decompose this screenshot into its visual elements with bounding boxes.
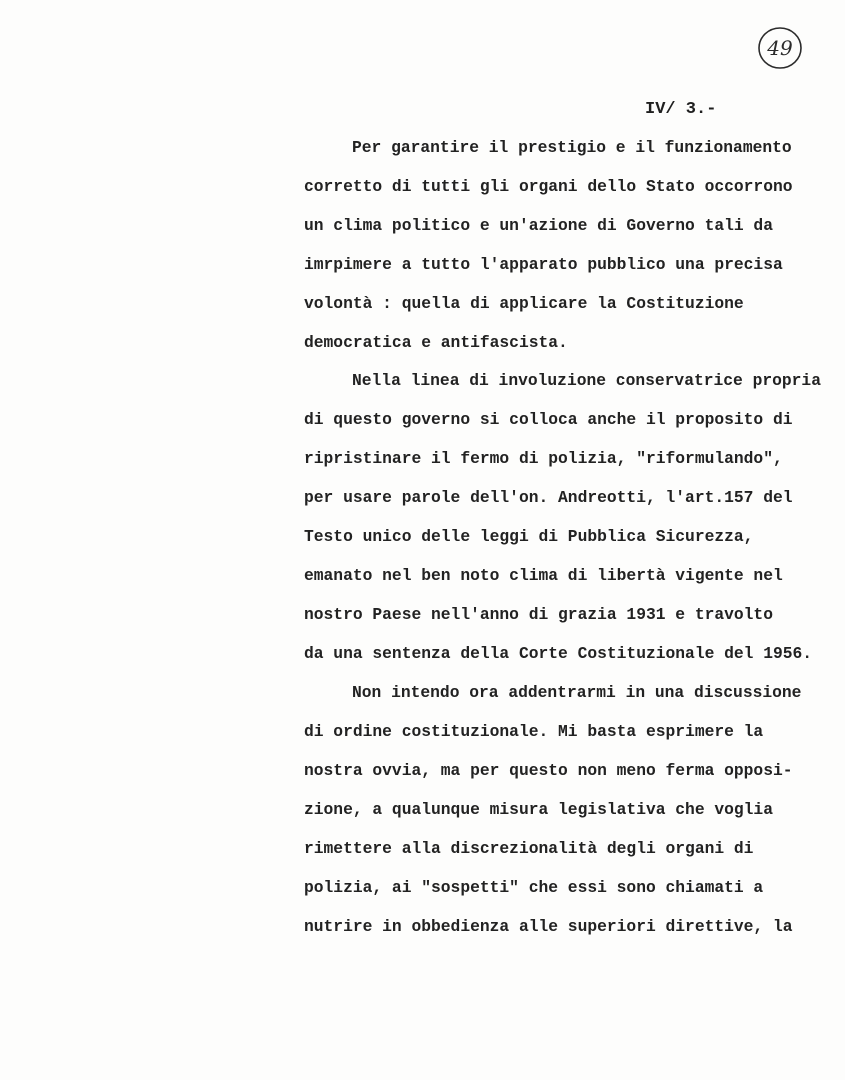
text-line: Non intendo ora addentrarmi in una discussione — [352, 683, 802, 702]
text-line: rimettere alla discrezionalità degli organi di — [304, 839, 754, 858]
text-line: emanato nel ben noto clima di libertà vigente nel — [304, 566, 783, 585]
text-line: nostro Paese nell'anno di grazia 1931 e travolto — [304, 605, 773, 624]
text-line: di questo governo si colloca anche il proposito di — [304, 410, 793, 429]
page-number: IV/ 3.- — [645, 100, 717, 119]
text-line: nutrire in obbedienza alle superiori direttive, la — [304, 917, 793, 936]
text-line: corretto di tutti gli organi dello Stato occorrono — [304, 177, 793, 196]
text-line: Per garantire il prestigio e il funzionamento — [352, 138, 792, 157]
text-line: Testo unico delle leggi di Pubblica Sicurezza, — [304, 527, 754, 546]
text-line: polizia, ai "sospetti" che essi sono chiamati a — [304, 878, 764, 897]
text-line: di ordine costituzionale. Mi basta esprimere la — [304, 722, 764, 741]
text-line: democratica e antifascista. — [304, 333, 568, 352]
text-line: Nella linea di involuzione conservatrice propria — [352, 371, 821, 390]
page-stamp — [757, 25, 803, 71]
text-line: da una sentenza della Corte Costituzionale del 1956. — [304, 644, 813, 663]
text-line: nostra ovvia, ma per questo non meno ferma opposi- — [304, 761, 793, 780]
text-line: per usare parole dell'on. Andreotti, l'art.157 del — [304, 488, 793, 507]
stamp-number: 49 — [767, 36, 793, 60]
text-line: ripristinare il fermo di polizia, "riformulando", — [304, 449, 783, 468]
text-line: un clima politico e un'azione di Governo tali da — [304, 216, 773, 235]
text-line: imrpimere a tutto l'apparato pubblico una precisa — [304, 255, 783, 274]
text-line: zione, a qualunque misura legislativa che voglia — [304, 800, 773, 819]
text-line: volontà : quella di applicare la Costituzione — [304, 294, 744, 313]
